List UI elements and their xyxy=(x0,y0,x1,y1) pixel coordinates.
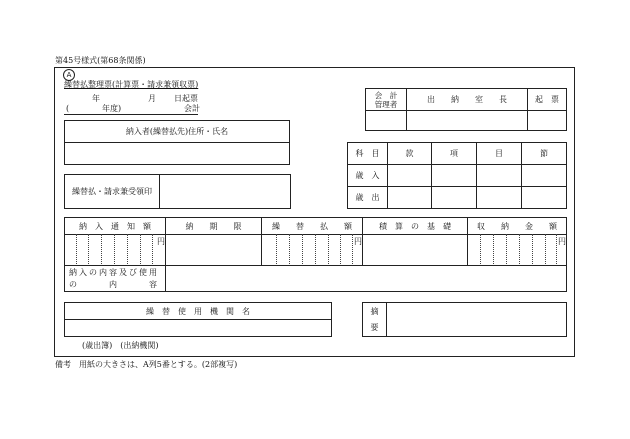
digit-divider xyxy=(76,234,77,264)
revenue-moku[interactable] xyxy=(477,165,522,187)
digit-divider xyxy=(152,234,153,264)
digit-divider xyxy=(480,234,481,264)
agency-header: 繰 替 使 用 機 関 名 xyxy=(65,303,332,320)
approval-label-bottom: 管理者 xyxy=(374,99,398,109)
circle-mark: A xyxy=(63,69,75,81)
digit-divider xyxy=(101,234,102,264)
content-label xyxy=(65,266,166,292)
expenditure-moku[interactable] xyxy=(477,187,522,209)
digit-divider xyxy=(493,234,494,264)
digit-divider xyxy=(352,234,353,264)
approval-label-top: 会 計 xyxy=(374,90,398,100)
drafter-stamp[interactable] xyxy=(528,111,567,131)
digit-divider xyxy=(328,234,329,264)
digit-divider xyxy=(519,234,520,264)
yen-unit: 円 xyxy=(157,237,165,246)
notice-amount-field[interactable] xyxy=(65,235,166,266)
calc-basis-field[interactable] xyxy=(363,235,468,266)
summary-label xyxy=(363,303,387,337)
expenditure-kan[interactable] xyxy=(388,187,432,209)
seal-table xyxy=(64,174,291,209)
yen-unit: 円 xyxy=(558,237,566,246)
revenue-setsu[interactable] xyxy=(522,165,567,187)
digit-divider xyxy=(276,234,277,264)
digit-divider xyxy=(302,234,303,264)
summary-label-2: 要 xyxy=(370,322,379,332)
digit-divider xyxy=(506,234,507,264)
content-label-line2: の 内 容 xyxy=(69,279,157,289)
account-row-revenue: 歳 入 xyxy=(348,165,388,187)
digit-divider xyxy=(545,234,546,264)
account-header-setsu: 節 xyxy=(522,143,567,165)
form-title: 繰替払整理票(計算票・請求兼領収票) xyxy=(64,80,199,89)
approval-blank xyxy=(366,111,407,131)
yen-unit: 円 xyxy=(354,237,362,246)
agency-field[interactable] xyxy=(65,320,332,337)
col-transfer-amount: 繰 替 払 額 xyxy=(262,218,363,235)
footer-note: 備考 用紙の大きさは、A列5番とする。(2部複写) xyxy=(55,360,238,369)
revenue-amount-field[interactable] xyxy=(468,235,567,266)
digit-divider xyxy=(532,234,533,264)
summary-label-1: 摘 xyxy=(370,306,379,316)
revenue-kou[interactable] xyxy=(432,165,477,187)
date-month: 月 xyxy=(148,94,156,103)
seal-label: 繰替払・請求兼受領印 xyxy=(65,175,160,209)
account-header-subject: 科 目 xyxy=(348,143,388,165)
fiscal-accounting: 会計 xyxy=(184,104,200,113)
agency-table xyxy=(64,302,332,337)
summary-table xyxy=(362,302,567,337)
digit-divider xyxy=(140,234,141,264)
fiscal-paren: ( xyxy=(66,104,70,113)
digit-divider xyxy=(114,234,115,264)
revenue-kan[interactable] xyxy=(388,165,432,187)
digit-divider xyxy=(315,234,316,264)
digit-divider xyxy=(340,234,341,264)
account-table xyxy=(347,142,567,209)
digit-divider xyxy=(289,234,290,264)
col-notice-amount: 納 入 通 知 額 xyxy=(65,218,166,235)
fiscal-year: 年度) xyxy=(102,104,122,113)
content-label-line1: 納入の内容及び使用 xyxy=(69,267,159,277)
payment-deadline-field[interactable] xyxy=(166,235,262,266)
date-day: 日起票 xyxy=(174,94,198,103)
expenditure-setsu[interactable] xyxy=(522,187,567,209)
digit-divider xyxy=(127,234,128,264)
date-year: 年 xyxy=(92,94,100,103)
digit-divider xyxy=(88,234,89,264)
treasurer-header: 出 納 室 長 xyxy=(407,89,528,111)
payee-table xyxy=(64,120,290,165)
footer-agency: (歳出簿) (出納機関) xyxy=(82,341,159,350)
col-revenue-amount: 収 納 金 額 xyxy=(468,218,567,235)
treasurer-stamp[interactable] xyxy=(407,111,528,131)
drafter-header: 起 票 xyxy=(528,89,567,111)
digit-divider xyxy=(556,234,557,264)
form-number: 第45号様式(第68条関係) xyxy=(55,56,146,65)
content-field[interactable] xyxy=(166,266,567,292)
col-calc-basis: 積 算 の 基 礎 xyxy=(363,218,468,235)
payee-field[interactable] xyxy=(65,143,290,165)
fiscal-underline xyxy=(64,114,198,115)
seal-field[interactable] xyxy=(160,175,291,209)
approval-label xyxy=(366,89,407,111)
account-header-kou: 項 xyxy=(432,143,477,165)
expenditure-kou[interactable] xyxy=(432,187,477,209)
col-payment-deadline: 納 期 限 xyxy=(166,218,262,235)
payee-header: 納入者(繰替払先)住所・氏名 xyxy=(65,121,290,143)
approval-table xyxy=(365,88,567,131)
account-row-expenditure: 歳 出 xyxy=(348,187,388,209)
account-header-moku: 目 xyxy=(477,143,522,165)
summary-field[interactable] xyxy=(387,303,567,337)
account-header-kan: 款 xyxy=(388,143,432,165)
